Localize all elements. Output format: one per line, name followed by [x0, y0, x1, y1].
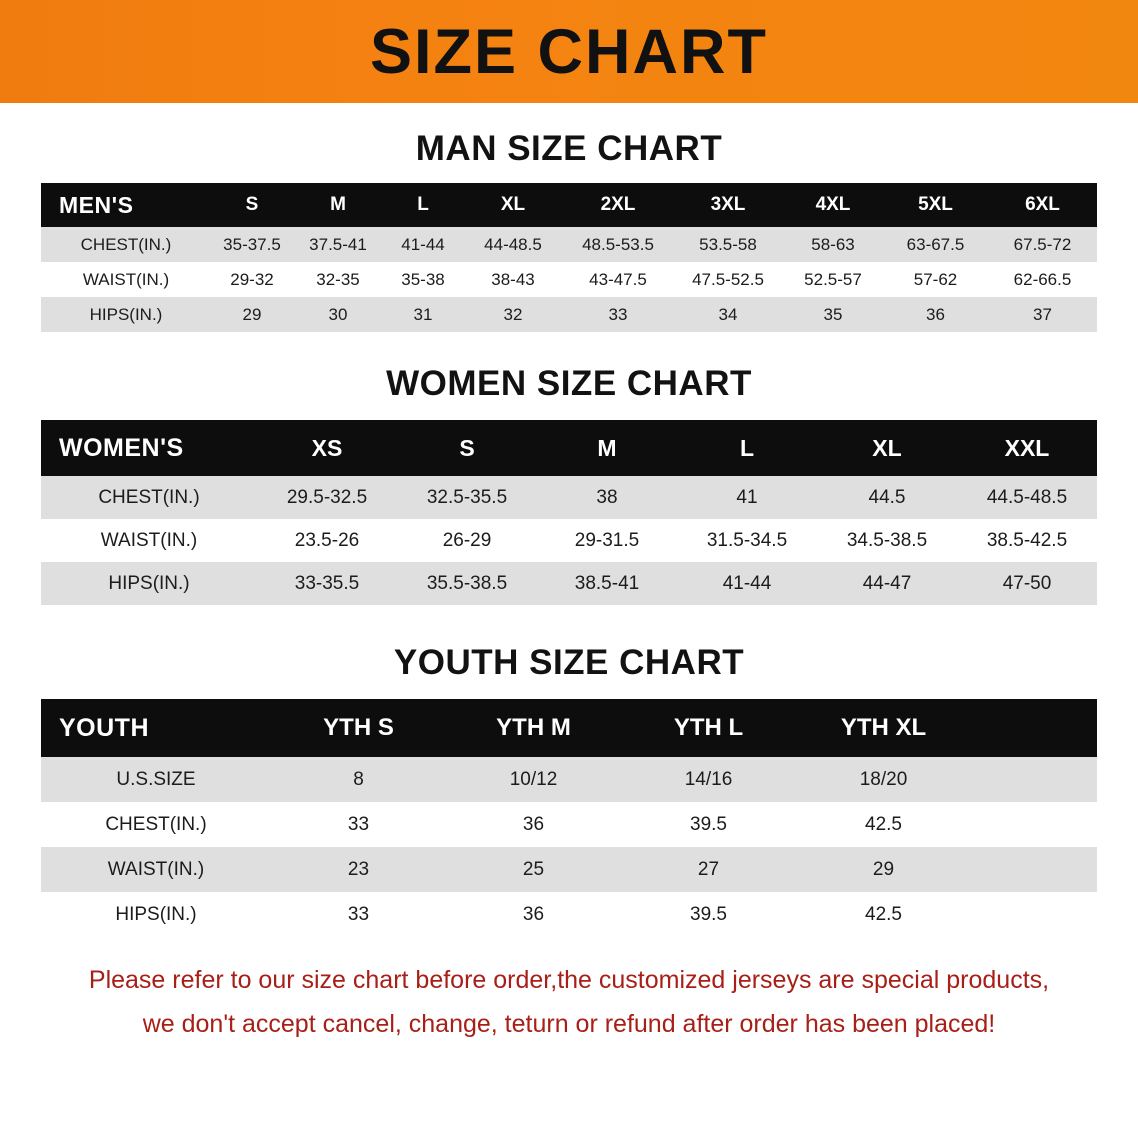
youth-cell-1-0: 33 — [271, 802, 446, 847]
man-cell-2-2: 31 — [383, 297, 463, 332]
table-row — [41, 476, 1097, 519]
women-size-table-section — [0, 420, 1138, 605]
footer-note-line-1: Please refer to our size chart before order,the customized jerseys are special products, — [88, 966, 1050, 994]
table-header-row — [41, 183, 1097, 227]
table-row — [41, 297, 1097, 332]
man-cell-1-0: 29-32 — [211, 262, 293, 297]
women-cell-2-1: 35.5-38.5 — [397, 562, 537, 605]
man-size-header-5: 3XL — [673, 183, 783, 227]
women-header-label: WOMEN'S — [41, 420, 257, 476]
man-cell-0-1: 37.5-41 — [293, 227, 383, 262]
youth-cell-1-2: 39.5 — [621, 802, 796, 847]
youth-cell-3-2: 39.5 — [621, 892, 796, 937]
man-cell-0-0: 35-37.5 — [211, 227, 293, 262]
women-cell-0-2: 38 — [537, 476, 677, 519]
man-size-header-2: L — [383, 183, 463, 227]
youth-cell-2-1: 25 — [446, 847, 621, 892]
man-row-label-1: WAIST(IN.) — [41, 262, 211, 297]
women-row-label-0: CHEST(IN.) — [41, 476, 257, 519]
table-row — [41, 227, 1097, 262]
women-row-label-1: WAIST(IN.) — [41, 519, 257, 562]
man-cell-1-7: 57-62 — [883, 262, 988, 297]
youth-size-header-3: YTH XL — [796, 699, 971, 757]
footer-note — [39, 959, 1099, 1047]
women-cell-1-1: 26-29 — [397, 519, 537, 562]
youth-cell-3-0: 33 — [271, 892, 446, 937]
youth-cell-0-2: 14/16 — [621, 757, 796, 802]
youth-cell-0-0: 8 — [271, 757, 446, 802]
table-row — [41, 519, 1097, 562]
women-cell-2-4: 44-47 — [817, 562, 957, 605]
youth-cell-2-2: 27 — [621, 847, 796, 892]
women-size-table — [41, 420, 1097, 605]
youth-row-label-2: WAIST(IN.) — [41, 847, 271, 892]
man-size-header-4: 2XL — [563, 183, 673, 227]
youth-row-label-3: HIPS(IN.) — [41, 892, 271, 937]
man-cell-0-3: 44-48.5 — [463, 227, 563, 262]
table-header-row — [41, 699, 1097, 757]
table-row — [41, 262, 1097, 297]
youth-cell-0-3: 18/20 — [796, 757, 971, 802]
women-cell-2-3: 41-44 — [677, 562, 817, 605]
man-size-table — [41, 183, 1097, 332]
youth-cell-2-3: 29 — [796, 847, 971, 892]
man-cell-2-5: 34 — [673, 297, 783, 332]
man-cell-1-4: 43-47.5 — [563, 262, 673, 297]
man-cell-1-1: 32-35 — [293, 262, 383, 297]
women-cell-1-5: 38.5-42.5 — [957, 519, 1097, 562]
man-cell-2-0: 29 — [211, 297, 293, 332]
man-size-header-3: XL — [463, 183, 563, 227]
youth-size-table — [41, 699, 1097, 937]
youth-section-title: YOUTH SIZE CHART — [393, 643, 745, 682]
women-cell-0-3: 41 — [677, 476, 817, 519]
women-size-header-4: XL — [817, 420, 957, 476]
table-row — [41, 757, 1097, 802]
women-cell-0-4: 44.5 — [817, 476, 957, 519]
man-cell-2-3: 32 — [463, 297, 563, 332]
man-size-table-section — [0, 183, 1138, 332]
man-size-header-0: S — [211, 183, 293, 227]
man-size-header-8: 6XL — [988, 183, 1097, 227]
youth-header-label: YOUTH — [41, 699, 271, 757]
man-cell-1-8: 62-66.5 — [988, 262, 1097, 297]
man-cell-2-4: 33 — [563, 297, 673, 332]
women-row-label-2: HIPS(IN.) — [41, 562, 257, 605]
man-cell-0-5: 53.5-58 — [673, 227, 783, 262]
women-cell-0-0: 29.5-32.5 — [257, 476, 397, 519]
table-row — [41, 892, 1097, 937]
man-row-label-0: CHEST(IN.) — [41, 227, 211, 262]
man-size-header-1: M — [293, 183, 383, 227]
women-size-header-1: S — [397, 420, 537, 476]
youth-size-table-section — [0, 699, 1138, 937]
women-cell-2-0: 33-35.5 — [257, 562, 397, 605]
man-cell-0-7: 63-67.5 — [883, 227, 988, 262]
women-cell-1-3: 31.5-34.5 — [677, 519, 817, 562]
youth-cell-1-1: 36 — [446, 802, 621, 847]
man-cell-1-5: 47.5-52.5 — [673, 262, 783, 297]
youth-header-spacer — [971, 699, 1097, 757]
women-size-header-3: L — [677, 420, 817, 476]
women-cell-1-2: 29-31.5 — [537, 519, 677, 562]
page-title: SIZE CHART — [370, 17, 768, 87]
youth-size-header-1: YTH M — [446, 699, 621, 757]
women-cell-1-4: 34.5-38.5 — [817, 519, 957, 562]
table-row — [41, 562, 1097, 605]
man-size-header-6: 4XL — [783, 183, 883, 227]
man-cell-2-6: 35 — [783, 297, 883, 332]
women-section-title: WOMEN SIZE CHART — [386, 364, 752, 403]
women-cell-0-5: 44.5-48.5 — [957, 476, 1097, 519]
youth-cell-3-1: 36 — [446, 892, 621, 937]
youth-cell-2-spacer — [971, 847, 1097, 892]
youth-row-label-1: CHEST(IN.) — [41, 802, 271, 847]
man-cell-1-2: 35-38 — [383, 262, 463, 297]
man-cell-0-8: 67.5-72 — [988, 227, 1097, 262]
man-cell-1-3: 38-43 — [463, 262, 563, 297]
youth-cell-3-spacer — [971, 892, 1097, 937]
women-cell-2-2: 38.5-41 — [537, 562, 677, 605]
man-cell-1-6: 52.5-57 — [783, 262, 883, 297]
header-banner — [0, 0, 1138, 103]
women-cell-2-5: 47-50 — [957, 562, 1097, 605]
man-row-label-2: HIPS(IN.) — [41, 297, 211, 332]
footer-note-line-2: we don't accept cancel, change, teturn or refund after order has been placed! — [142, 1009, 996, 1038]
man-cell-0-4: 48.5-53.5 — [563, 227, 673, 262]
table-row — [41, 847, 1097, 892]
man-section-title: MAN SIZE CHART — [415, 129, 723, 168]
youth-cell-3-3: 42.5 — [796, 892, 971, 937]
man-size-header-7: 5XL — [883, 183, 988, 227]
women-cell-0-1: 32.5-35.5 — [397, 476, 537, 519]
man-cell-2-7: 36 — [883, 297, 988, 332]
youth-cell-0-spacer — [971, 757, 1097, 802]
man-cell-0-2: 41-44 — [383, 227, 463, 262]
man-cell-0-6: 58-63 — [783, 227, 883, 262]
youth-size-header-2: YTH L — [621, 699, 796, 757]
man-cell-2-1: 30 — [293, 297, 383, 332]
women-size-header-5: XXL — [957, 420, 1097, 476]
table-header-row — [41, 420, 1097, 476]
women-size-header-2: M — [537, 420, 677, 476]
youth-cell-1-3: 42.5 — [796, 802, 971, 847]
man-cell-2-8: 37 — [988, 297, 1097, 332]
women-cell-1-0: 23.5-26 — [257, 519, 397, 562]
youth-cell-0-1: 10/12 — [446, 757, 621, 802]
table-row — [41, 802, 1097, 847]
youth-cell-2-0: 23 — [271, 847, 446, 892]
youth-row-label-0: U.S.SIZE — [41, 757, 271, 802]
youth-cell-1-spacer — [971, 802, 1097, 847]
youth-size-header-0: YTH S — [271, 699, 446, 757]
man-header-label: MEN'S — [41, 183, 211, 227]
women-size-header-0: XS — [257, 420, 397, 476]
